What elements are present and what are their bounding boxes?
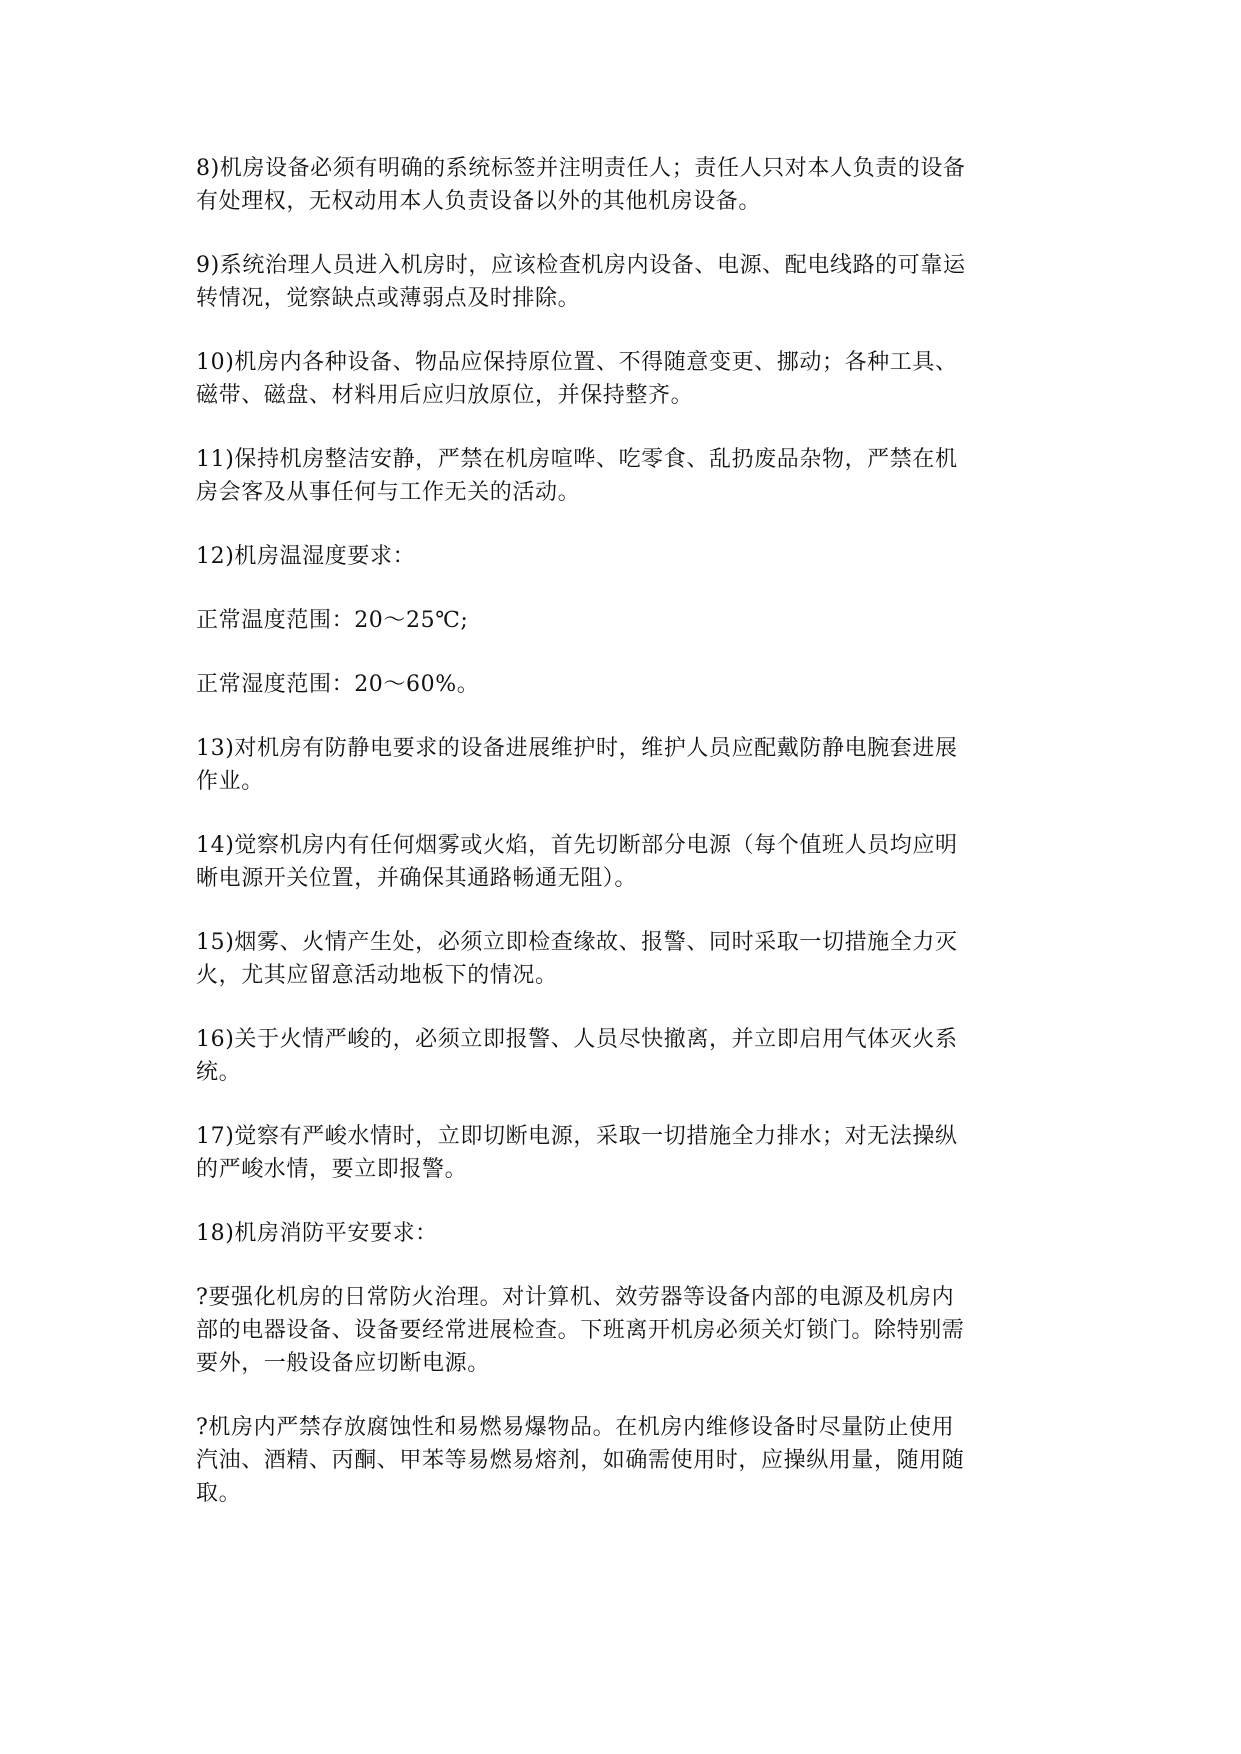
paragraph (196, 1411, 1056, 1510)
paragraph (196, 732, 1056, 798)
paragraph (196, 346, 1056, 412)
paragraph (196, 1217, 1056, 1250)
paragraph (196, 1120, 1056, 1186)
paragraph (196, 1023, 1056, 1089)
paragraph (196, 152, 1056, 218)
paragraph-line: 10)机房内各种设备、物品应保持原位置、不得随意变更、挪动；各种工具、 (196, 350, 958, 375)
paragraph (196, 668, 1056, 701)
paragraph (196, 249, 1056, 315)
paragraph-line: 14)觉察机房内有任何烟雾或火焰，首先切断部分电源（每个值班人员均应明 (196, 833, 958, 858)
paragraph-line: 18)机房消防平安要求： (196, 1221, 438, 1246)
paragraph-line: 8)机房设备必须有明确的系统标签并注明责任人；责任人只对本人负责的设备 (196, 156, 966, 181)
paragraph-line: 16)关于火情严峻的，必须立即报警、人员尽快撤离，并立即启用气体灭火系 (196, 1027, 958, 1052)
paragraph-line: ?机房内严禁存放腐蚀性和易燃易爆物品。在机房内维修设备时尽量防止使用 (196, 1415, 955, 1440)
paragraph-line: 统。 (196, 1060, 242, 1085)
paragraph-line: 晰电源开关位置，并确保其通路畅通无阻）。 (196, 866, 638, 891)
paragraph (196, 540, 1056, 573)
paragraph-line: 房会客及从事任何与工作无关的活动。 (196, 480, 581, 505)
paragraph-line: 火，尤其应留意活动地板下的情况。 (196, 963, 558, 988)
paragraph (196, 926, 1056, 992)
paragraph-line: 磁带、磁盘、材料用后应归放原位，并保持整齐。 (196, 383, 694, 408)
paragraph-line: 部的电器设备、设备要经常进展检查。下班离开机房必须关灯锁门。除特别需 (196, 1318, 965, 1343)
paragraph (196, 604, 1056, 637)
paragraph-line: 11)保持机房整洁安静，严禁在机房喧哗、吃零食、乱扔废品杂物，严禁在机 (196, 447, 958, 472)
paragraph-line: 15)烟雾、火情产生处，必须立即检查缘故、报警、同时采取一切措施全力灭 (196, 930, 958, 955)
paragraph (196, 443, 1056, 509)
paragraph-line: 取。 (196, 1481, 242, 1506)
paragraph-line: 有处理权，无权动用本人负责设备以外的其他机房设备。 (196, 189, 762, 214)
document-body (196, 152, 1056, 1541)
paragraph-line: ?要强化机房的日常防火治理。对计算机、效劳器等设备内部的电源及机房内 (196, 1285, 955, 1310)
paragraph-line: 要外，一般设备应切断电源。 (196, 1351, 490, 1376)
paragraph-line: 9)系统治理人员进入机房时，应该检查机房内设备、电源、配电线路的可靠运 (196, 253, 966, 278)
paragraph-line: 正常湿度范围：20～60%。 (196, 672, 480, 697)
paragraph-line: 作业。 (196, 769, 264, 794)
paragraph (196, 829, 1056, 895)
paragraph-line: 的严峻水情，要立即报警。 (196, 1157, 468, 1182)
paragraph-line: 13)对机房有防静电要求的设备进展维护时，维护人员应配戴防静电腕套进展 (196, 736, 958, 761)
paragraph-line: 正常温度范围：20～25℃; (196, 608, 469, 633)
paragraph-line: 转情况，觉察缺点或薄弱点及时排除。 (196, 286, 581, 311)
paragraph-line: 汽油、酒精、丙酮、甲苯等易燃易熔剂，如确需使用时，应操纵用量，随用随 (196, 1448, 965, 1473)
paragraph-line: 17)觉察有严峻水情时，立即切断电源，采取一切措施全力排水；对无法操纵 (196, 1124, 958, 1149)
paragraph (196, 1281, 1056, 1380)
paragraph-line: 12)机房温湿度要求： (196, 544, 416, 569)
